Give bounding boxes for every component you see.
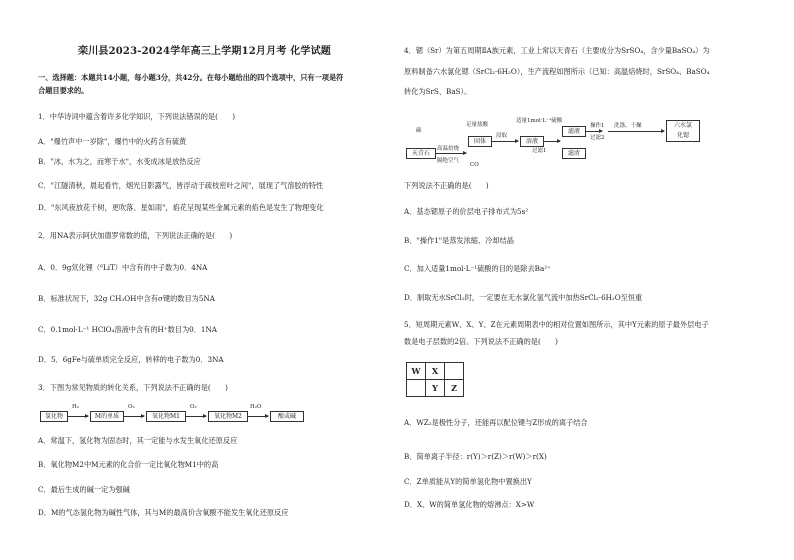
q4-stem-1: 4．锶（Sr）为第五周期ⅡA族元素，工业上常以天青石（主要成分为SrSO₄，含少量BaSO₄）为	[404, 46, 710, 55]
arrow-1	[68, 416, 88, 417]
arrow-wash	[608, 131, 664, 132]
node-solution: 溶液	[520, 136, 544, 147]
node-celestite: 天青石	[406, 148, 436, 159]
edge-label-h2: H₂	[72, 404, 80, 410]
section-heading: 一、选择题：本题共14小题，每小题3分，共42分。在每小题给出的四个选项中，只有一项是符	[38, 73, 344, 82]
q1-option-d: D．"东风夜放花千树，更吹落、星如雨"，焰花呈现某些金属元素的焰色是发生了物理变化	[38, 203, 324, 212]
filter2-label: 过滤2	[590, 135, 605, 141]
q1-stem: 1．中华诗词中蕴含着许多化学知识，下列说法错误的是( )	[38, 112, 236, 121]
arrow-4	[248, 416, 268, 417]
q3-option-d: D．M的气态氢化物为碱性气体，其与M的最高价含氧酸不能发生氧化还原反应	[38, 508, 289, 517]
q5-option-d: D．X、W的简单氢化物的熔沸点：X>W	[404, 500, 535, 509]
leach-label: 浸取	[496, 133, 508, 139]
q2-option-a: A．0．9g氘化锂（⁶LiT）中含有的中子数为0．4NA	[38, 263, 208, 272]
q4-process-flow	[404, 112, 760, 172]
node-oxide-m1: 氧化物M1	[146, 411, 186, 422]
grid-cell-y: Y	[426, 380, 445, 397]
q4-option-b: B．"操作1"是蒸发浓缩、冷却结晶	[404, 236, 514, 245]
q5-stem-2: 数是电子层数的2倍。下列说法不正确的是( )	[404, 337, 558, 346]
edge-label-o2-1: O₂	[128, 404, 135, 410]
edge-label-o2-2: O₂	[190, 404, 197, 410]
section-heading-cont: 合题目要求的。	[38, 86, 89, 95]
q4-question: 下列说法不正确的是( )	[404, 181, 489, 190]
node-acid-or-base: 酸或碱	[270, 411, 304, 422]
node-oxide-m2: 氧化物M2	[208, 411, 248, 422]
q1-option-c: C．"江隧清秋，晨起看竹，烟光日影露气，皆浮动于疏枝密叶之间"，展现了气溶胶的特性	[38, 181, 324, 190]
arrow-3	[186, 416, 206, 417]
hcl-label: 足量盐酸	[466, 122, 489, 128]
q5-option-c: C．Z单质能从Y的简单氢化物中置换出Y	[404, 477, 532, 486]
node-hydride: 氢化物	[40, 411, 68, 422]
q4-option-a: A．基态锶原子的价层电子排布式为5s²	[404, 207, 529, 216]
exam-title: 栾川县2023-2024学年高三上学期12月月考 化学试题	[78, 46, 332, 57]
arrow-roast	[436, 153, 466, 154]
node-solid: 固体	[468, 136, 492, 147]
node-filtrate: 滤液	[562, 126, 586, 137]
q5-stem-1: 5．短周期元素W、X、Y、Z在元素周期表中的相对位置如图所示，其中Y元素的原子最外层电子	[404, 320, 709, 329]
q2-stem: 2．用NA表示阿伏加德罗常数的值，下列说法正确的是( )	[38, 231, 233, 240]
q3-flow-diagram	[40, 405, 370, 425]
q4-stem-3: 转化为SrS、BaS）。	[404, 87, 472, 96]
q2-option-d: D．5．6gFe与硫单质完全反应，转移的电子数为0．3NA	[38, 355, 224, 364]
q3-option-b: B．氧化物M2中M元素的化合价一定比氧化物M1中的高	[38, 460, 219, 469]
periodic-position-grid	[406, 362, 464, 397]
co-label: CO	[470, 162, 479, 168]
arrow-op1	[586, 131, 602, 132]
grid-cell-w: W	[407, 363, 426, 380]
q5-option-a: A．WZ₂是极性分子，还能再以配位键与Z形成的离子结合	[404, 418, 588, 427]
q5-option-b: B．简单离子半径：r(Y)＞r(Z)＞r(W)＞r(X)	[404, 452, 547, 461]
arrow-leach	[492, 141, 518, 142]
arrow-2	[124, 416, 144, 417]
node-residue: 滤渣	[562, 148, 586, 159]
q3-option-c: C．最后生成的碱一定为强碱	[38, 485, 130, 494]
wash-label: 洗涤、干燥	[614, 123, 642, 129]
product-line-1: 六水氯	[673, 122, 692, 129]
q4-stem-2: 原料制备六水氯化锶（SrCl₂·6H₂O），生产流程如图所示（已知：高温焙烧时，SrSO₄、BaSO₄	[404, 67, 710, 76]
roast-label: 高温焙烧	[437, 146, 460, 152]
edge-label-h2o: H₂O	[250, 404, 262, 410]
product-line-2: 化锶	[676, 132, 689, 139]
node-product	[666, 120, 700, 142]
acid-label: 适量1mol·L⁻¹硫酸	[516, 118, 563, 124]
op1-label: 操作1	[590, 123, 605, 129]
arrow-filter1	[544, 141, 560, 142]
grid-cell-z: Z	[445, 380, 464, 397]
carbon-label: 碳	[416, 128, 422, 134]
q3-stem: 3．下图为常见物质的转化关系，下列说法不正确的是( )	[38, 383, 228, 392]
q4-option-d: D．制取无水SrCl₂时，一定要在无水氯化氢气流中加热SrCl₂·6H₂O至恒重	[404, 293, 643, 302]
q1-option-b: B．"冰，水为之，而寒于水"，水变成冰是放热反应	[38, 157, 201, 166]
q2-option-b: B．标准状况下，32g CH₃OH中含有σ键的数目为5NA	[38, 294, 215, 303]
grid-cell-x: X	[426, 363, 445, 380]
q4-option-c: C．加入适量1mol·L⁻¹硫酸的目的是除去Ba²⁺	[404, 264, 551, 273]
grid-cell-empty	[407, 380, 426, 397]
roast-label-2: 隔绝空气	[437, 158, 460, 164]
q1-option-a: A．"爆竹声中一岁除"，爆竹中的火药含有硫黄	[38, 137, 187, 146]
grid-cell-empty	[445, 363, 464, 380]
node-m-element: M的单质	[90, 411, 124, 422]
filter1-label: 过滤1	[532, 148, 547, 154]
q2-option-c: C．0.1mol·L⁻¹ HClO₄溶液中含有的H⁺数目为0．1NA	[38, 325, 217, 334]
q3-option-a: A．常温下，氢化物为固态时，其一定能与水发生氧化还原反应	[38, 436, 238, 445]
